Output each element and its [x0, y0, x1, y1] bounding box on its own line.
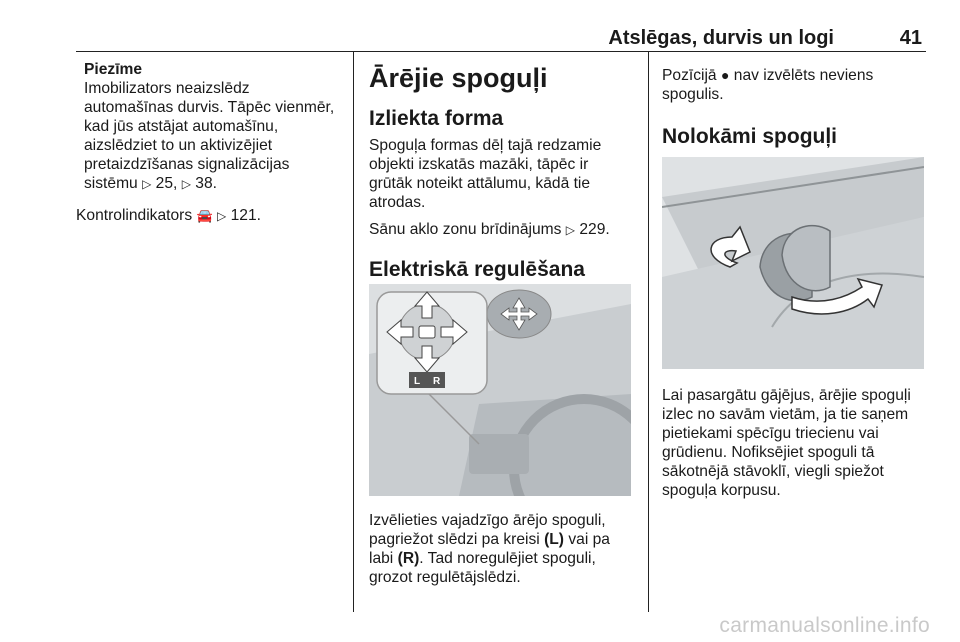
mirror-switch-figure	[369, 284, 631, 496]
caption-text: pagriežot slēdzi pa kreisi	[369, 531, 540, 548]
folding-mirrors-heading: Nolokāmi spoguļi	[662, 125, 838, 148]
note-line-2: automašīnas durvis. Tāpēc vienmēr,	[84, 99, 335, 116]
ref-arrow-icon: ▷	[565, 223, 576, 237]
caption-text: . Tad noregulējiet spoguli,	[419, 550, 596, 567]
folding-mirror-figure	[662, 157, 924, 369]
para-line: grūtāk noteikt attālumu, kādā tie	[369, 175, 591, 192]
filled-circle-icon: ●	[720, 67, 730, 83]
folding-paragraph	[662, 386, 938, 500]
para-line: pietiekami spēcīgu triecienu vai	[662, 425, 879, 442]
para-line: Lai pasargātu gājējus, ārējie spoguļi	[662, 387, 911, 404]
para-line: atrodas.	[369, 194, 426, 211]
note-ref-prefix: sistēmu	[84, 175, 138, 192]
position-line-2: spogulis.	[662, 86, 724, 103]
column-divider-1	[353, 52, 354, 612]
caption-line-1: Izvēlieties vajadzīgo ārējo spoguli,	[369, 512, 606, 529]
indicator-line	[76, 206, 346, 226]
para-line: grūdienu. Nofiksējiet spoguli tā	[662, 444, 875, 461]
note-line-1: Imobilizators neaizslēdz	[84, 80, 250, 97]
column-1	[76, 60, 346, 226]
vehicle-indicator-icon: 🚘	[196, 208, 213, 223]
caption-right-key: (R)	[397, 550, 420, 567]
caption-line-2	[369, 530, 645, 549]
para-line: spoguļa korpusu.	[662, 482, 781, 499]
caption-line-4: grozot regulētājslēdzi.	[369, 569, 521, 586]
convex-paragraph	[369, 136, 639, 212]
switch-right-label: R	[433, 376, 441, 387]
ref-arrow-icon: ▷	[181, 177, 191, 191]
ref-arrow-icon: ▷	[142, 177, 152, 191]
caption-text: labi	[369, 550, 394, 567]
page-number: 41	[899, 27, 922, 49]
indicator-prefix: Kontrolindikators	[76, 207, 193, 224]
note-line-3: kad jūs atstājat automašīnu,	[84, 118, 279, 135]
section2-heading: Elektriskā regulēšana	[369, 258, 585, 281]
para-line: sākotnējā stāvoklī, viegli spiežot	[662, 463, 884, 480]
note-box	[76, 60, 346, 194]
blind-zone-line	[369, 220, 639, 240]
column-2	[369, 62, 639, 283]
header-rule	[76, 51, 926, 52]
caption-line-3	[369, 549, 645, 568]
note-line-5: pretaizdzīšanas signalizācijas	[84, 156, 290, 173]
para-line: Spoguļa formas dēļ tajā redzamie	[369, 137, 602, 154]
position-text: nav izvēlēts neviens	[733, 67, 874, 84]
indicator-ref[interactable]: 121.	[230, 207, 261, 224]
switch-left-label: L	[414, 376, 421, 387]
blind-zone-ref[interactable]: 229.	[579, 221, 610, 238]
column-3	[662, 66, 932, 150]
note-line-4: aizslēdziet to un aktivizējiet	[84, 137, 273, 154]
section-title: Ārējie spoguļi	[369, 63, 548, 93]
page-header	[76, 27, 926, 49]
note-line-6	[84, 174, 346, 194]
header-title: Atslēgas, durvis un logi	[608, 27, 834, 49]
figure-caption	[369, 511, 645, 587]
subsection-title: Izliekta forma	[369, 107, 504, 130]
note-heading: Piezīme	[84, 61, 143, 78]
para-line: izlec no savām vietām, ja tie saņem	[662, 406, 909, 423]
position-text: Pozīcijā	[662, 67, 717, 84]
para-line: objekti izskatās mazāki, tāpēc ir	[369, 156, 589, 173]
caption-text: vai pa	[568, 531, 610, 548]
position-line	[662, 66, 932, 85]
note-ref-2[interactable]: 38.	[195, 175, 217, 192]
caption-left-key: (L)	[544, 531, 565, 548]
note-ref-1[interactable]: 25,	[155, 175, 178, 192]
column-divider-2	[648, 52, 649, 612]
watermark: carmanualsonline.info	[719, 614, 930, 637]
folding-mirror-illustration	[662, 157, 924, 369]
ref-arrow-icon: ▷	[217, 209, 227, 223]
blind-zone-prefix: Sānu aklo zonu brīdinājums	[369, 221, 562, 238]
mirror-switch-illustration	[369, 284, 631, 496]
